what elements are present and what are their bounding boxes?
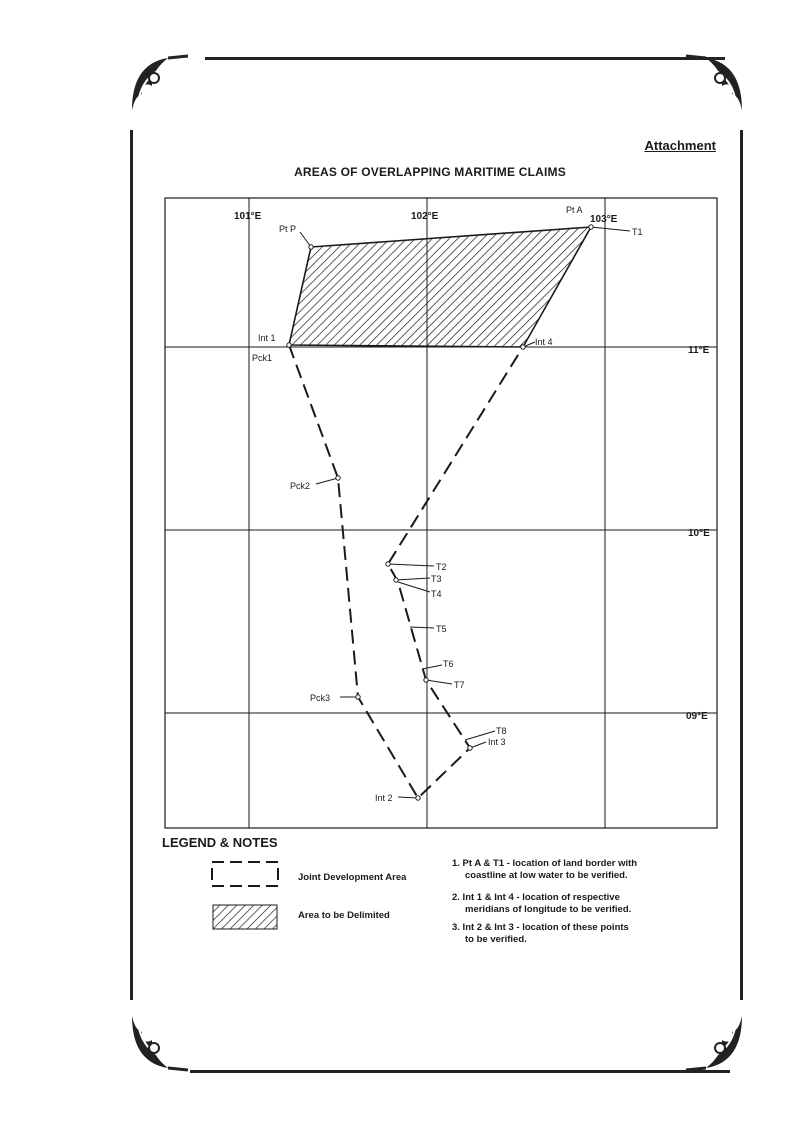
label-t8: T8 — [496, 726, 507, 736]
label-int4: Int 4 — [535, 337, 553, 347]
longitude-label-101: 101°E — [234, 211, 262, 222]
attachment-label: Attachment — [644, 138, 716, 153]
legend-note-1-line-2: coastline at low water to be verified. — [465, 870, 628, 881]
legend-note-3-line-2: to be verified. — [465, 934, 527, 945]
latitude-label-09: 09°E — [686, 711, 708, 722]
label-t1: T1 — [632, 227, 643, 237]
legend-note-2 — [452, 892, 712, 916]
legend-label-joint-area: Joint Development Area — [298, 872, 407, 883]
label-t4: T4 — [431, 589, 442, 599]
legend-note-2-line-2: meridians of longitude to be verified. — [465, 904, 632, 915]
point-pck2 — [336, 476, 340, 480]
label-t7: T7 — [454, 680, 465, 690]
label-int2: Int 2 — [375, 793, 393, 803]
latitude-label-10: 10°E — [688, 528, 710, 539]
area-to-be-delimited — [289, 227, 591, 347]
legend-heading: LEGEND & NOTES — [162, 835, 278, 850]
legend-note-3-line-1: 3. Int 2 & Int 3 - location of these points — [452, 922, 629, 933]
label-pck2: Pck2 — [290, 481, 311, 491]
label-t5: T5 — [436, 624, 447, 634]
label-int3: Int 3 — [488, 737, 506, 747]
point-pt-a — [589, 225, 593, 229]
label-pt-a: Pt A — [566, 205, 583, 215]
point-t3 — [394, 578, 398, 582]
legend-note-3 — [452, 922, 712, 946]
legend-note-1 — [452, 858, 712, 882]
legend-swatch-delimited-area — [212, 904, 278, 930]
legend-note-1-line-1: 1. Pt A & T1 - location of land border with — [452, 858, 638, 869]
point-pt-p — [309, 245, 313, 249]
point-int3 — [468, 746, 472, 750]
label-t3: T3 — [431, 574, 442, 584]
label-int1: Int 1 — [258, 333, 276, 343]
point-int4 — [521, 345, 525, 349]
label-pt-p: Pt P — [279, 224, 297, 234]
legend-label-delimited-area: Area to be Delimited — [298, 910, 390, 921]
joint-development-area-boundary — [289, 345, 523, 798]
legend-swatch-joint-area — [210, 860, 280, 888]
longitude-label-103: 103°E — [590, 214, 618, 225]
latitude-label-11: 11°E — [688, 345, 710, 356]
point-int1 — [287, 343, 291, 347]
legend-note-2-line-1: 2. Int 1 & Int 4 - location of respective — [452, 892, 620, 903]
label-t2: T2 — [436, 562, 447, 572]
map-title: AREAS OF OVERLAPPING MARITIME CLAIMS — [294, 165, 566, 179]
longitude-label-102: 102°E — [411, 211, 439, 222]
label-pck1: Pck1 — [252, 353, 273, 363]
point-int2 — [416, 796, 420, 800]
point-t7 — [424, 678, 428, 682]
point-pck3 — [356, 695, 360, 699]
label-pck3: Pck3 — [310, 693, 331, 703]
label-t6: T6 — [443, 659, 454, 669]
point-t2 — [386, 562, 390, 566]
